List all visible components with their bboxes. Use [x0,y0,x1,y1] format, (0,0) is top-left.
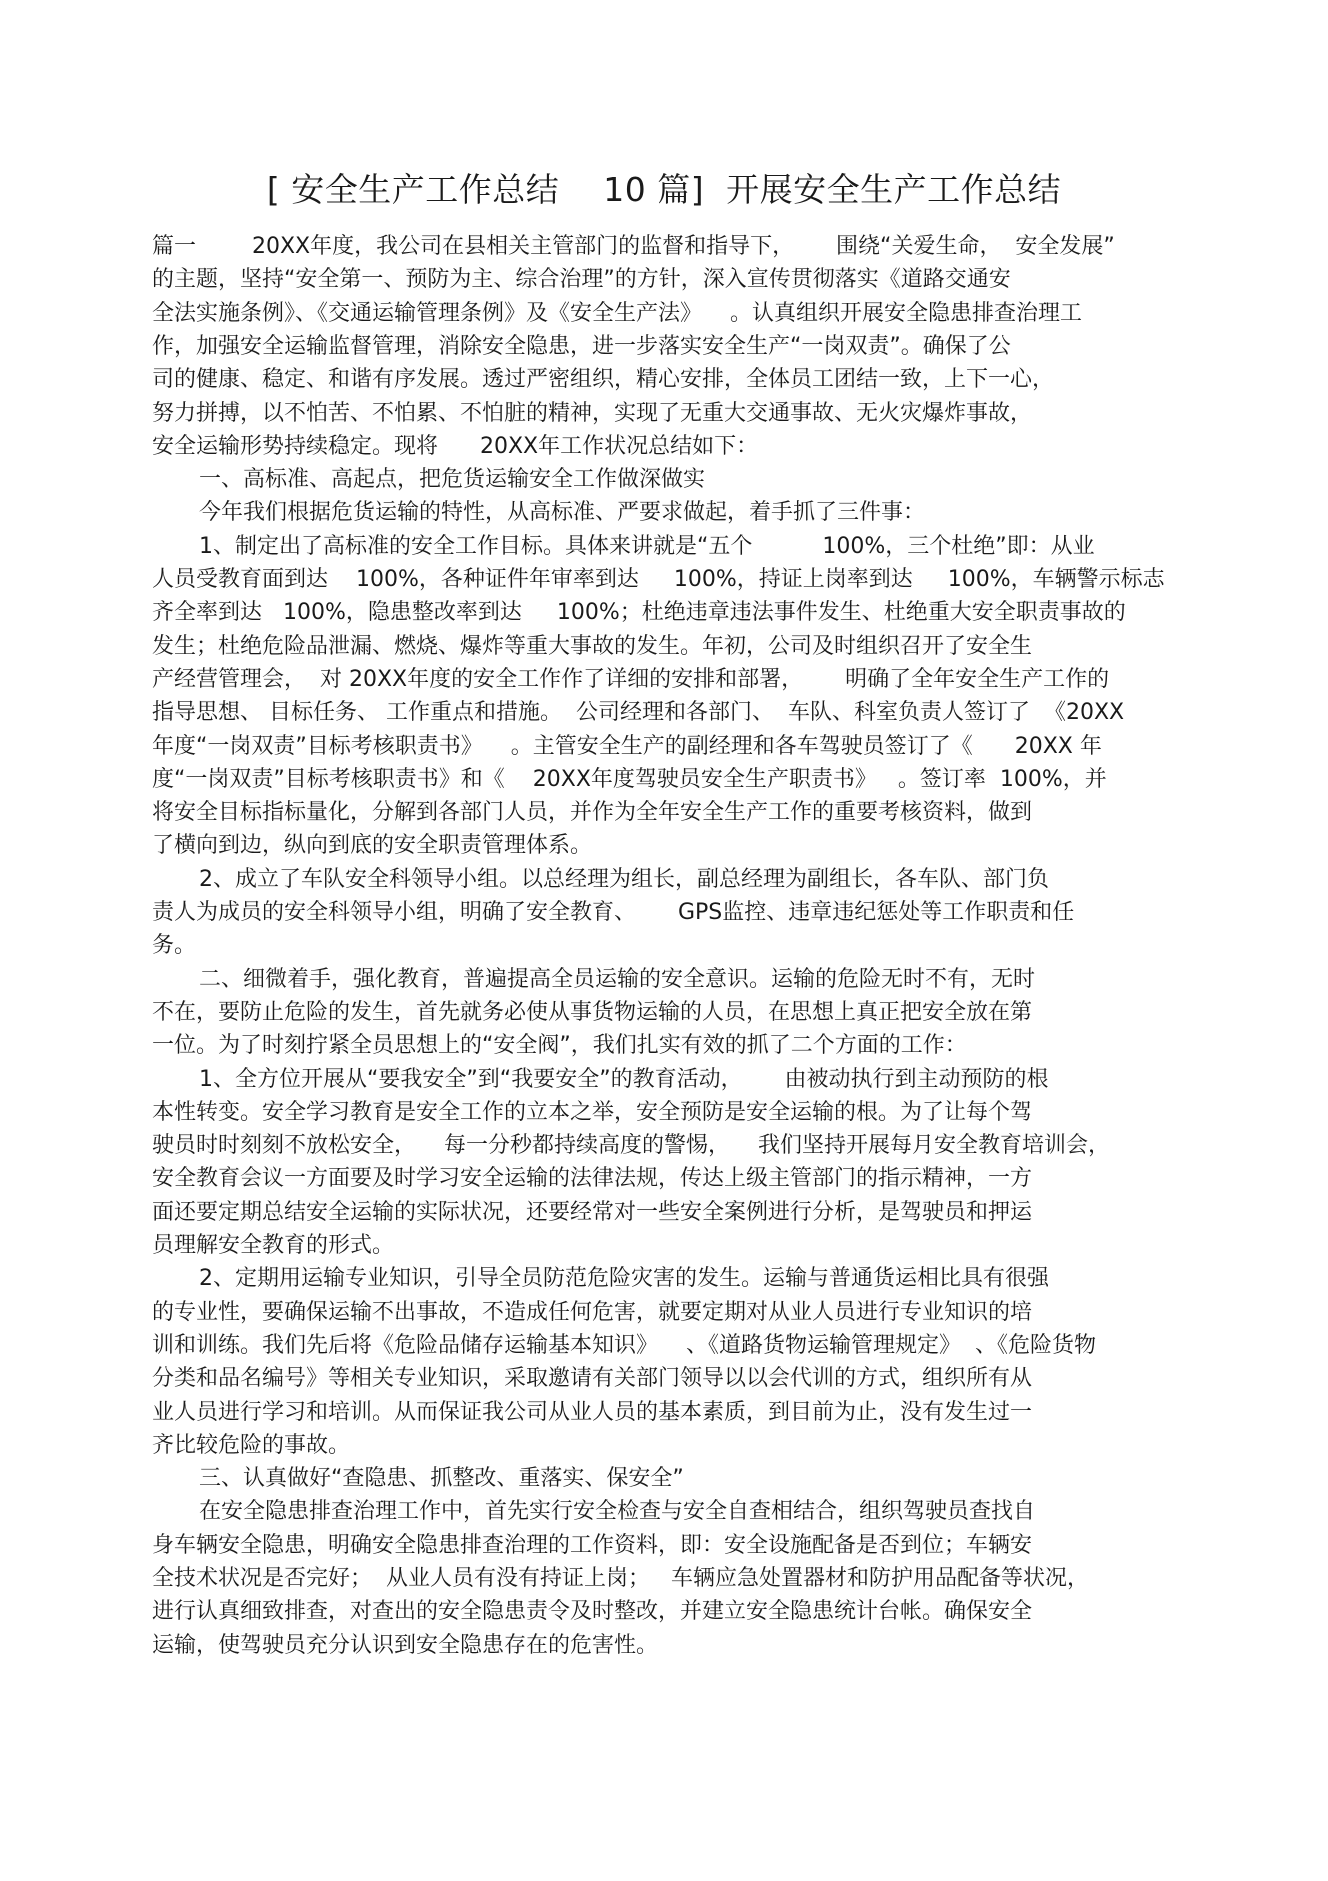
body-text-line: 度“一岗双责”目标考核职责书》和《 20XX年度驾驶员安全生产职责书》 。签订率 100%，并 [152,766,1107,792]
body-text-line: 全技术状况是否完好； 从业人员有没有持证上岗； 车辆应急处置器材和防护用品配备等状况， [152,1566,1089,1591]
body-text-line: 运输，使驾驶员充分认识到安全隐患存在的危害性。 [152,1632,659,1658]
body-text-line: 了横向到边，纵向到底的安全职责管理体系。 [152,833,593,859]
body-text-line: 业人员进行学习和培训。从而保证我公司从业人员的基本素质，到目前为止，没有发生过一 [152,1399,1033,1425]
body-text-line: 将安全目标指标量化，分解到各部门人员，并作为全年安全生产工作的重要考核资料，做到 [152,800,1033,826]
body-text-line: 一、高标准、高起点，把危货运输安全工作做深做实 [199,467,706,493]
body-text-line: 1、全方位开展从“要我安全”到“我要安全”的教育活动， 由被动执行到主动预防的根 [199,1066,1049,1092]
body-text-line: 分类和品名编号》等相关专业知识，采取邀请有关部门领导以以会代训的方式，组织所有从 [152,1366,1033,1392]
body-text-line: 指导思想、 目标任务、 工作重点和措施。 公司经理和各部门、 车队、科室负责人签订了 《20XX [152,700,1125,726]
body-text-line: 今年我们根据危货运输的特性，从高标准、严要求做起，着手抓了三件事： [199,500,926,526]
body-text-line: 二、细微着手，强化教育，普遍提高全员运输的安全意识。运输的危险无时不有，无时 [199,966,1036,992]
body-text-line: 齐比较危险的事故。 [152,1432,351,1458]
body-text-line: 的主题，坚持“安全第一、预防为主、综合治理”的方针，深入宣传贯彻落实《道路交通安 [152,267,1011,293]
body-text-line: 训和训练。我们先后将《危险品储存运输基本知识》 、《道路货物运输管理规定》 、《危险货物 [152,1332,1096,1358]
body-text-line: 司的健康、稳定、和谐有序发展。透过严密组织，精心安排，全体员工团结一致，上下一心， [152,367,1055,393]
body-text-line: 面还要定期总结安全运输的实际状况，还要经常对一些安全案例进行分析，是驾驶员和押运 [152,1199,1033,1225]
body-text-line: 安全教育会议一方面要及时学习安全运输的法律法规，传达上级主管部门的指示精神，一方 [152,1166,1033,1192]
body-text-line: 安全运输形势持续稳定。现将 20XX年工作状况总结如下： [152,433,759,459]
body-text-line: 人员受教育面到达 100%，各种证件年审率到达 100%，持证上岗率到达 100%，车辆警示标志 [152,567,1165,592]
body-text-line: 在安全隐患排查治理工作中，首先实行安全检查与安全自查相结合，组织驾驶员查找自 [199,1499,1036,1525]
body-text-line: 不在，要防止危险的发生，首先就务必使从事货物运输的人员，在思想上真正把安全放在第 [152,999,1033,1025]
body-text-line: 2、定期用运输专业知识，引导全员防范危险灾害的发生。运输与普通货运相比具有很强 [199,1266,1049,1292]
body-text-line: 三、认真做好“查隐患、抓整改、重落实、保安全” [199,1466,684,1492]
body-text-line: 努力拼搏，以不怕苦、不怕累、不怕脏的精神，实现了无重大交通事故、无火灾爆炸事故， [152,400,1033,426]
body-text-line: 齐全率到达 100%，隐患整改率到达 100%；杜绝违章违法事件发生、杜绝重大安全职责事故的 [152,600,1126,626]
body-text-line: 身车辆安全隐患，明确安全隐患排查治理的工作资料，即：安全设施配备是否到位；车辆安 [152,1532,1033,1558]
body-text-line: 本性转变。安全学习教育是安全工作的立本之举，安全预防是安全运输的根。为了让每个驾 [152,1099,1033,1125]
body-text-line: 1、制定出了高标准的安全工作目标。具体来讲就是“五个 100%，三个杜绝”即：从业 [199,533,1095,559]
body-text-line: 驶员时时刻刻不放松安全， 每一分秒都持续高度的警惕， 我们坚持开展每月安全教育培训会， [152,1133,1110,1159]
body-text-line: 年度“一岗双责”目标考核职责书》 。主管安全生产的副经理和各车驾驶员签订了《 20XX 年 [152,733,1102,759]
body-text-line: 进行认真细致排查，对查出的安全隐患责令及时整改，并建立安全隐患统计台帐。确保安全 [152,1599,1033,1625]
body-text-line: 责人为成员的安全科领导小组，明确了安全教育、 GPS监控、违章违纪惩处等工作职责和任 [152,900,1075,925]
document-title: [ 安全生产工作总结 10 篇] 开展安全生产工作总结 [266,170,1062,209]
body-text-line: 作，加强安全运输监督管理，消除安全隐患，进一步落实安全生产“一岗双责”。确保了公 [152,333,1011,359]
body-text-line: 产经营管理会， 对 20XX年度的安全工作作了详细的安排和部署， 明确了全年安全生产工作的 [152,666,1110,692]
body-text-line: 2、成立了车队安全科领导小组。以总经理为组长，副总经理为副组长，各车队、部门负 [199,866,1049,892]
body-text-line: 员理解安全教育的形式。 [152,1233,395,1258]
body-text-line: 发生；杜绝危险品泄漏、燃烧、爆炸等重大事故的发生。年初，公司及时组织召开了安全生 [152,633,1033,659]
body-text-line: 篇一 20XX年度，我公司在县相关主管部门的监督和指导下， 围绕“关爱生命， 安全发展” [152,234,1115,259]
body-text-line: 的专业性，要确保运输不出事故，不造成任何危害，就要定期对从业人员进行专业知识的培 [152,1299,1033,1325]
body-text-line: 务。 [152,933,197,959]
body-text-line: 一位。为了时刻拧紧全员思想上的“安全阀”，我们扎实有效的抓了二个方面的工作： [152,1033,967,1059]
body-text-line: 全法实施条例》、《交通运输管理条例》及《安全生产法》 。认真组织开展安全隐患排查治理工 [152,300,1082,326]
